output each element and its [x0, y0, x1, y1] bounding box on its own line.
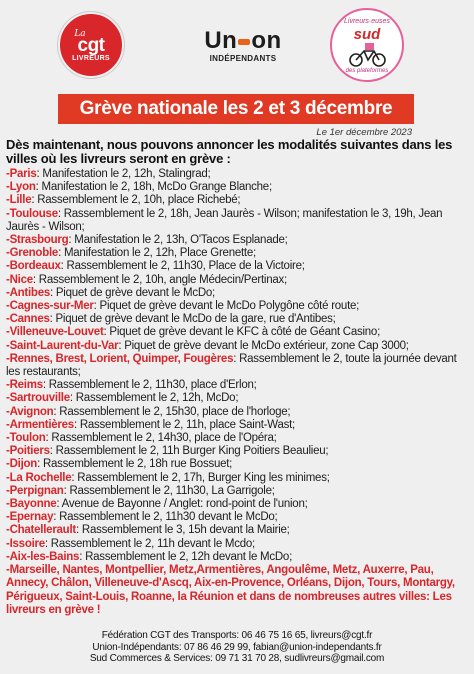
city-name: -Lille	[6, 194, 32, 207]
list-item	[6, 379, 468, 392]
city-action: : Piquet de grève devant le McDo de la gare, rue d'Antibes;	[49, 313, 336, 326]
list-item	[6, 445, 468, 458]
list-item	[6, 538, 468, 551]
city-name: -Cannes	[6, 313, 50, 326]
sud-logo-bottom: des plateformes	[345, 68, 389, 74]
city-action: : Rassemblement le 2, 12h, McDo;	[69, 392, 239, 405]
city-action: : Manifestation le 2, 13h, O'Tacos Esplanade;	[68, 234, 288, 247]
list-item	[6, 274, 468, 287]
footer-contact-cgt: Fédération CGT des Transports: 06 46 75 16 65, livreurs@cgt.fr	[101, 630, 373, 641]
union-logo-word-right: on	[251, 27, 282, 54]
city-action: : Manifestation le 2, 12h, Stalingrad;	[36, 168, 211, 180]
list-item	[6, 300, 468, 313]
city-name: -Lyon	[6, 181, 36, 194]
publication-date: Le 1er décembre 2023	[316, 127, 412, 138]
list-item	[6, 472, 468, 485]
city-action: : Piquet de grève devant le McDo;	[50, 286, 215, 299]
list-item	[6, 260, 468, 273]
sud-logo-name: sud	[353, 26, 381, 43]
city-action: : Rassemblement le 2, 11h30 devant le McDo;	[53, 511, 278, 524]
city-name: -Bordeaux	[6, 260, 61, 273]
city-name: -Avignon	[6, 405, 54, 418]
city-action: : Avenue de Bayonne / Anglet: rond-point de l'union;	[56, 498, 308, 511]
list-item	[6, 326, 468, 339]
city-action: : Manifestation le 2, 18h, McDo Grange Blanche;	[35, 181, 272, 194]
city-actions-list	[6, 168, 468, 617]
city-name: -Nice	[6, 273, 33, 286]
footer-contact-union: Union-Indépendants: 07 86 46 29 99, fabian@union-independants.fr	[92, 641, 382, 653]
list-item	[6, 432, 468, 445]
city-action: : Rassemblement le 2, toute la journée devant les restaurants;	[6, 352, 457, 379]
list-item	[6, 551, 468, 564]
city-name: -Strasbourg	[6, 234, 69, 247]
cgt-logo-sub: LIVREURS	[72, 54, 110, 62]
list-item	[6, 485, 468, 498]
list-item	[6, 498, 468, 511]
city-action: : Manifestation le 2, 12h, Place Grenette;	[58, 247, 256, 260]
city-action: : Rassemblement le 2, 17h, Burger King les minimes;	[71, 471, 330, 484]
city-name: -Poitiers	[6, 445, 50, 458]
list-item	[6, 406, 468, 419]
closing-list-item: -Marseille, Nantes, Montpellier, Metz,Armentières, Angoulême, Metz, Auxerre, Pau, Annecy, Châlon, Villeneuve-d'Ascq, Aix-en-Provence, Orléans, Dijon, Tours, Montargy, Périgueux, Saint-Louis, Roanne, la Réunion et dans de nombreuses autres villes: Les livreurs en grève !	[6, 564, 455, 616]
list-item	[6, 340, 468, 353]
city-action: : Rassemblement le 2, 12h devant le McDo;	[79, 550, 293, 563]
city-name: -Sartrouville	[6, 392, 70, 405]
city-action: : Rassemblement le 2, 11h30, La Garrigole;	[63, 484, 275, 497]
list-item	[6, 181, 468, 194]
city-action: : Piquet de grève devant le KFC à côté de Géant Casino;	[103, 326, 381, 339]
city-action: : Rassemblement le 2, 11h, place Saint-Wast;	[73, 418, 295, 431]
list-item	[6, 511, 468, 524]
city-name: -Dijon	[6, 458, 38, 471]
bicycle-icon	[348, 42, 388, 68]
city-action: : Rassemblement le 2, 18h rue Bossuet;	[37, 458, 233, 471]
city-name: -Epernay	[6, 511, 54, 524]
cgt-logo-name: cgt	[77, 34, 105, 56]
city-action: : Rassemblement le 2, 15h30, place de l'horloge;	[53, 405, 291, 418]
list-item	[6, 392, 468, 405]
city-name: -Toulouse	[6, 207, 58, 220]
union-logo-sub: INDÉPENDANTS	[209, 54, 277, 63]
city-action: : Rassemblement le 2, 10h, place Richebé;	[31, 194, 241, 207]
header-logos	[0, 0, 474, 90]
city-name: -Saint-Laurent-du-Var	[6, 339, 119, 352]
contact-footer	[0, 630, 474, 665]
city-name: -Rennes, Brest, Lorient, Quimper, Fougères	[6, 352, 234, 365]
city-action: : Rassemblement le 2, 10h, angle Médecin/Pertinax;	[32, 273, 287, 286]
list-item	[6, 524, 468, 537]
intro-text: Dès maintenant, nous pouvons annoncer les modalités suivantes dans les villes où les livreurs seront en grève :	[6, 137, 453, 166]
city-name: -Paris	[6, 168, 37, 180]
cgt-livreurs-logo	[58, 12, 124, 78]
city-action: : Rassemblement le 3, 15h devant la Mairie;	[76, 524, 290, 537]
list-item	[6, 168, 468, 181]
list-item	[6, 287, 468, 300]
city-name: -La Rochelle	[6, 471, 72, 484]
footer-contact-sud: Sud Commerces & Services: 09 71 31 70 28, sudlivreurs@gmail.com	[89, 653, 385, 664]
list-item	[6, 194, 468, 207]
city-name: -Aix-les-Bains	[6, 550, 80, 563]
city-action: : Piquet de grève devant le McDo extérieur, zone Cap 3000;	[118, 339, 409, 352]
city-name: -Armentières	[6, 418, 74, 431]
city-action: : Rassemblement le 2, 11h30, place d'Erlon;	[42, 379, 257, 392]
city-name: -Perpignan	[6, 484, 64, 497]
union-independants-logo	[196, 28, 290, 72]
union-logo-word-left: Un	[204, 27, 238, 54]
city-action: : Rassemblement le 2, 14h30, place de l'Opéra;	[45, 432, 277, 445]
city-name: -Antibes	[6, 286, 50, 299]
city-action: : Rassemblement le 2, 11h devant le Mcdo;	[44, 537, 255, 550]
sud-livreurs-logo	[330, 8, 404, 82]
city-action: : Rassemblement le 2, 18h, Jean Jaurès - Wilson; manifestation le 3, 19h, Jean Jaurès - Wilson;	[6, 207, 443, 233]
city-action: : Rassemblement le 2, 11h30, Place de la Victoire;	[60, 260, 305, 273]
cgt-logo-la: La	[74, 28, 86, 39]
page-title-banner: Grève nationale les 2 et 3 décembre	[58, 94, 414, 124]
city-name: -Bayonne	[6, 498, 57, 511]
city-name: -Chatellerault	[6, 524, 76, 537]
list-item	[6, 208, 468, 234]
sud-logo-top: Livreurs·euses	[344, 18, 390, 25]
list-item	[6, 234, 468, 247]
city-name: -Toulon	[6, 432, 46, 445]
union-logo-word	[196, 28, 290, 54]
list-item	[6, 313, 468, 326]
list-item	[6, 458, 468, 471]
union-logo-dash	[238, 39, 250, 45]
city-name: -Issoire	[6, 537, 45, 550]
city-name: -Reims	[6, 379, 43, 392]
list-item	[6, 353, 468, 379]
city-name: -Cagnes-sur-Mer	[6, 300, 94, 313]
city-action: : Rassemblement le 2, 11h Burger King Poitiers Beaulieu;	[49, 445, 329, 458]
list-item	[6, 247, 468, 260]
city-name: -Grenoble	[6, 247, 59, 260]
city-name: -Villeneuve-Louvet	[6, 326, 104, 339]
list-item	[6, 419, 468, 432]
city-action: : Piquet de grève devant le McDo Polygône côté route;	[93, 300, 360, 313]
